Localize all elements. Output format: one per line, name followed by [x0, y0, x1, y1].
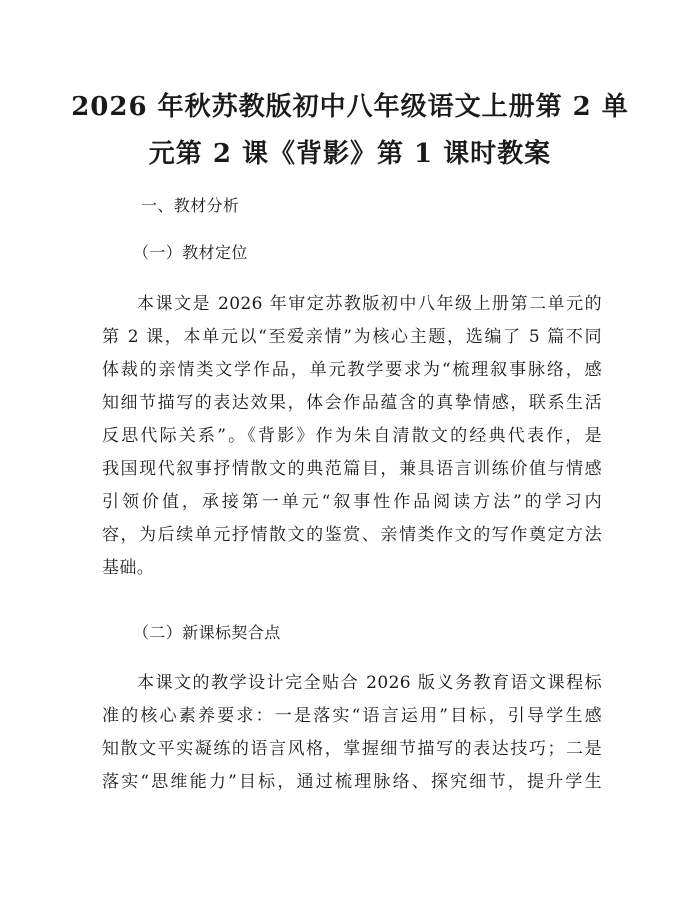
paragraph-2-line-3: 知散文平实凝练的语言风格，掌握细节描写的表达技巧；二是	[102, 739, 602, 759]
paragraph-1-line-5: 反思代际关系”。《背影》作为朱自清散文的经典代表作，是	[102, 426, 602, 446]
paragraph-1-line-8: 容，为后续单元抒情散文的鉴赏、亲情类作文的写作奠定方法	[102, 525, 602, 545]
paragraph-1-line-4: 知细节描写的表达效果，体会作品蕴含的真挚情感，联系生活	[102, 393, 602, 413]
paragraph-1-line-1: 本课文是 2026 年审定苏教版初中八年级上册第二单元的	[137, 294, 602, 314]
paragraph-1-line-3: 体裁的亲情类文学作品，单元教学要求为“梳理叙事脉络，感	[102, 360, 602, 380]
paragraph-1-line-9: 基础。	[102, 558, 155, 578]
paragraph-1-line-7: 引领价值，承接第一单元“叙事性作品阅读方法”的学习内	[102, 492, 602, 512]
paragraph-2-line-1: 本课文的教学设计完全贴合 2026 版义务教育语文课程标	[137, 673, 602, 693]
section-heading-analysis: 一、教材分析	[141, 196, 240, 215]
subsection-heading-curriculum: （二）新课标契合点	[133, 623, 281, 642]
paragraph-2-line-2: 准的核心素养要求：一是落实“语言运用”目标，引导学生感	[102, 706, 602, 726]
paragraph-2-line-4: 落实“思维能力”目标，通过梳理脉络、探究细节，提升学生	[102, 772, 602, 792]
subsection-heading-positioning: （一）教材定位	[133, 243, 248, 262]
document-title-line-1: 2026 年秋苏教版初中八年级语文上册第 2 单	[71, 92, 629, 122]
paragraph-1-line-6: 我国现代叙事抒情散文的典范篇目，兼具语言训练价值与情感	[102, 459, 602, 479]
paragraph-1-line-2: 第 2 课，本单元以“至爱亲情”为核心主题，选编了 5 篇不同	[102, 327, 602, 347]
document-title-line-2: 元第 2 课《背影》第 1 课时教案	[148, 139, 552, 169]
